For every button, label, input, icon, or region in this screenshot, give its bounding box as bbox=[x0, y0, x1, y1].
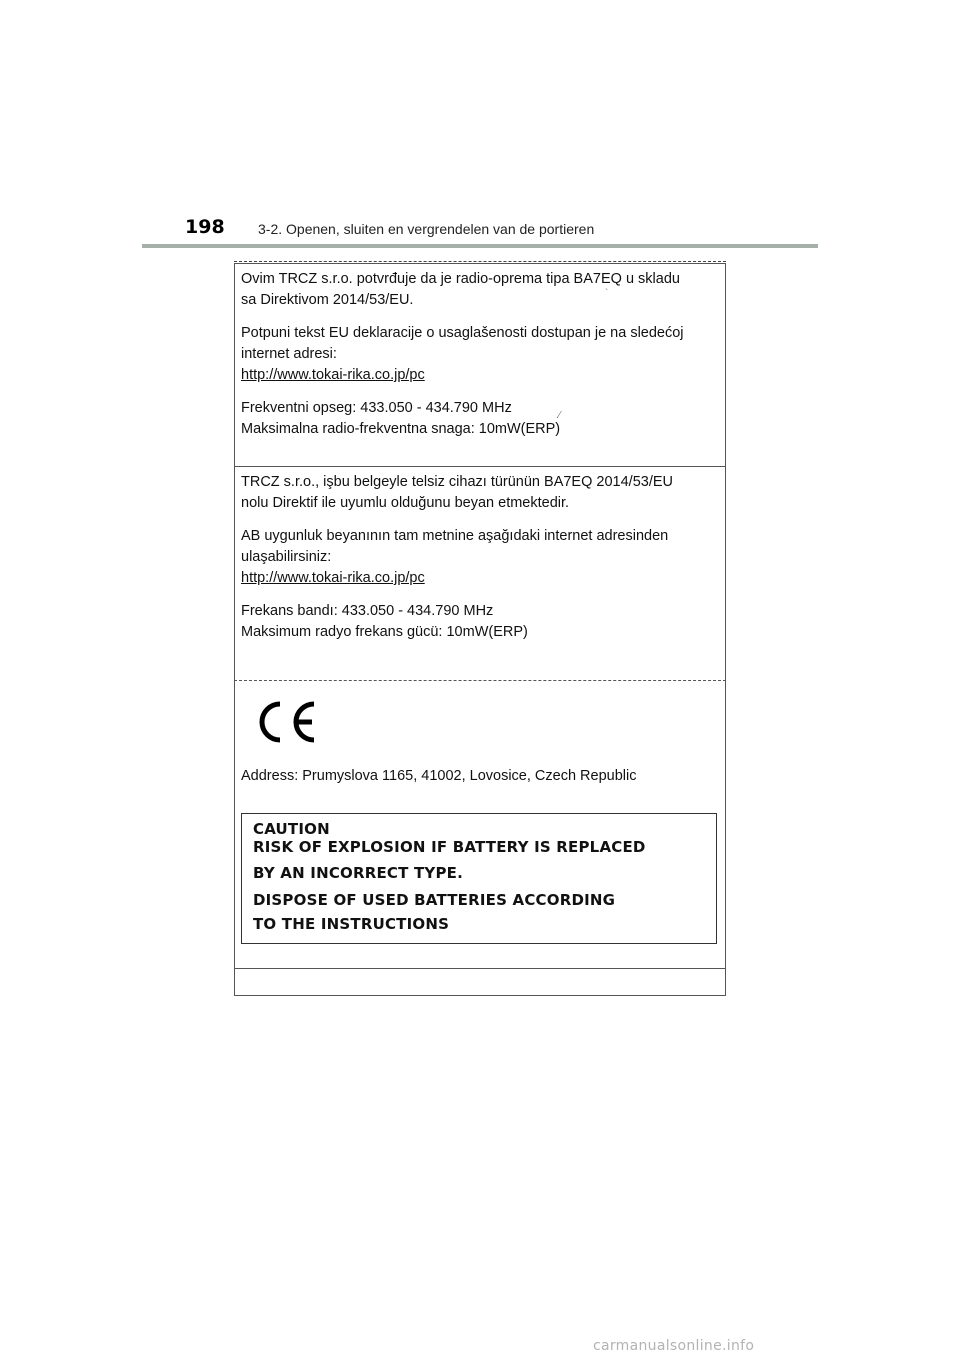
section-divider bbox=[234, 680, 726, 681]
section-divider bbox=[234, 466, 726, 467]
declaration-line: AB uygunluk beyanının tam metnine aşağıdaki internet adresinden bbox=[241, 528, 669, 544]
declaration-line: TRCZ s.r.o., işbu belgeyle telsiz cihazı türünün BA7EQ 2014/53/EU bbox=[241, 474, 673, 490]
turkish-declaration bbox=[241, 472, 673, 643]
caution-line: DISPOSE OF USED BATTERIES ACCORDING bbox=[253, 891, 616, 909]
section-title: 3-2. Openen, sluiten en vergrendelen van de portieren bbox=[258, 221, 595, 237]
declaration-line: Potpuni tekst EU deklaracije o usaglašenosti dostupan je na sledećoj bbox=[241, 325, 684, 341]
watermark: carmanualsonline.info bbox=[593, 1338, 755, 1354]
max-power: Maksimalna radio-frekventna snaga: 10mW(ERP) bbox=[241, 421, 561, 437]
declaration-line: internet adresi: bbox=[241, 346, 337, 362]
declaration-line: sa Direktivom 2014/53/EU. bbox=[241, 292, 414, 308]
scan-artifact: ` bbox=[605, 288, 609, 299]
manufacturer-address: Address: Prumyslova 1165, 41002, Lovosice, Czech Republic bbox=[241, 768, 637, 784]
frequency-range: Frekventni opseg: 433.050 - 434.790 MHz bbox=[241, 400, 512, 416]
declaration-line: ulaşabilirsiniz: bbox=[241, 549, 332, 565]
declaration-link[interactable]: http://www.tokai-rika.co.jp/pc bbox=[241, 367, 425, 383]
scan-artifact: .⁄ bbox=[556, 410, 561, 421]
caution-line: RISK OF EXPLOSION IF BATTERY IS REPLACED bbox=[253, 838, 646, 856]
caution-line: TO THE INSTRUCTIONS bbox=[253, 915, 450, 933]
declaration-link[interactable]: http://www.tokai-rika.co.jp/pc bbox=[241, 570, 425, 586]
frequency-range: Frekans bandı: 433.050 - 434.790 MHz bbox=[241, 603, 494, 619]
caution-line: BY AN INCORRECT TYPE. bbox=[253, 864, 464, 882]
ce-mark-icon bbox=[254, 698, 318, 746]
bottom-rule bbox=[234, 968, 726, 969]
caution-heading: CAUTION bbox=[253, 820, 330, 838]
declaration-line: nolu Direktif ile uyumlu olduğunu beyan etmektedir. bbox=[241, 495, 570, 511]
page-header bbox=[185, 216, 825, 242]
caution-box bbox=[241, 813, 717, 944]
frame-top-edge bbox=[234, 261, 726, 262]
serbian-declaration bbox=[241, 269, 684, 440]
declaration-line: Ovim TRCZ s.r.o. potvrđuje da je radio-oprema tipa BA7EQ u skladu bbox=[241, 271, 680, 287]
max-power: Maksimum radyo frekans gücü: 10mW(ERP) bbox=[241, 624, 528, 640]
header-rule bbox=[142, 244, 818, 248]
page-number: 198 bbox=[185, 216, 225, 238]
